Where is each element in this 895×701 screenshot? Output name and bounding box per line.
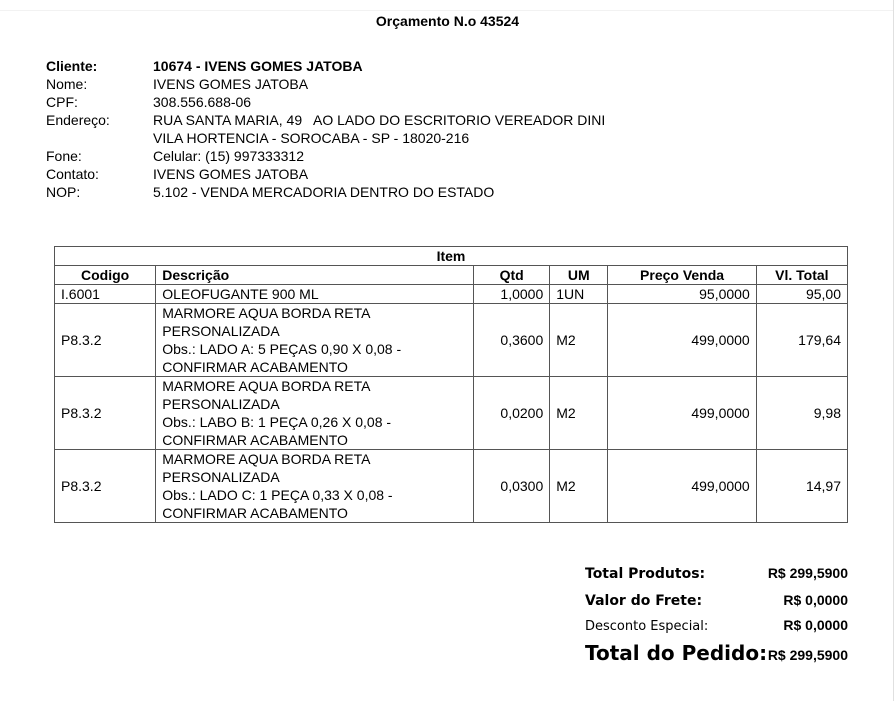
info-row bbox=[46, 93, 605, 111]
info-label: Nome: bbox=[46, 76, 88, 92]
cell-preco: 499,0000 bbox=[608, 377, 756, 450]
info-value: 5.102 - VENDA MERCADORIA DENTRO DO ESTADO bbox=[153, 184, 495, 200]
col-descricao: Descrição bbox=[156, 266, 474, 285]
cell-total: 14,97 bbox=[756, 450, 847, 523]
cell-descricao bbox=[156, 450, 474, 523]
document-title: Orçamento N.o 43524 bbox=[375, 13, 520, 29]
col-codigo: Codigo bbox=[55, 266, 156, 285]
page-edge bbox=[0, 10, 893, 11]
page-edge bbox=[893, 0, 894, 701]
cell-um: M2 bbox=[550, 304, 608, 377]
table-row bbox=[55, 377, 848, 450]
info-label bbox=[46, 129, 153, 147]
description-line: Obs.: LADO C: 1 PEÇA 0,33 X 0,08 - bbox=[162, 487, 393, 503]
cell-preco: 499,0000 bbox=[608, 304, 756, 377]
description-line: PERSONALIZADA bbox=[162, 469, 280, 485]
description-line: Obs.: LABO B: 1 PEÇA 0,26 X 0,08 - bbox=[162, 414, 392, 430]
info-row bbox=[46, 129, 605, 147]
table-row bbox=[55, 285, 848, 304]
cell-qtd: 0,0300 bbox=[474, 450, 550, 523]
col-qtd: Qtd bbox=[474, 266, 550, 285]
description-line: Obs.: LADO A: 5 PEÇAS 0,90 X 0,08 - bbox=[162, 341, 402, 357]
info-label: Fone: bbox=[46, 148, 82, 164]
info-row bbox=[46, 57, 605, 75]
col-preco: Preço Venda bbox=[608, 266, 756, 285]
cell-qtd: 0,3600 bbox=[474, 304, 550, 377]
cell-um: M2 bbox=[550, 450, 608, 523]
info-row bbox=[46, 147, 605, 165]
client-info bbox=[46, 57, 605, 201]
table-row bbox=[55, 304, 848, 377]
info-value: IVENS GOMES JATOBA bbox=[153, 166, 309, 182]
description-line: MARMORE AQUA BORDA RETA bbox=[162, 378, 371, 394]
cell-codigo: P8.3.2 bbox=[55, 377, 156, 450]
cell-descricao bbox=[156, 304, 474, 377]
description-line: CONFIRMAR ACABAMENTO bbox=[162, 359, 348, 375]
desconto-especial: Desconto Especial: R$ 0,0000 bbox=[585, 617, 848, 634]
info-label: CPF: bbox=[46, 94, 78, 110]
description-line: MARMORE AQUA BORDA RETA bbox=[162, 305, 371, 321]
valor-frete: Valor do Frete: R$ 0,0000 bbox=[585, 592, 848, 609]
description-line: PERSONALIZADA bbox=[162, 396, 280, 412]
info-label: NOP: bbox=[46, 184, 81, 200]
info-row bbox=[46, 111, 605, 129]
cell-total: 9,98 bbox=[756, 377, 847, 450]
group-header: Item bbox=[55, 247, 848, 266]
cell-preco: 95,0000 bbox=[608, 285, 756, 304]
cell-qtd: 1,0000 bbox=[474, 285, 550, 304]
description-line: MARMORE AQUA BORDA RETA bbox=[162, 451, 371, 467]
info-row bbox=[46, 75, 605, 93]
cell-codigo: I.6001 bbox=[55, 285, 156, 304]
info-row bbox=[46, 165, 605, 183]
info-value: Celular: (15) 997333312 bbox=[153, 148, 304, 164]
info-value: 308.556.688-06 bbox=[153, 94, 252, 110]
cell-codigo: P8.3.2 bbox=[55, 450, 156, 523]
description-line: OLEOFUGANTE 900 ML bbox=[162, 286, 319, 302]
info-row bbox=[46, 183, 605, 201]
info-value: 10674 - IVENS GOMES JATOBA bbox=[153, 58, 363, 74]
info-label: Contato: bbox=[46, 166, 99, 182]
info-value: VILA HORTENCIA - SOROCABA - SP - 18020-216 bbox=[153, 130, 470, 146]
description-line: CONFIRMAR ACABAMENTO bbox=[162, 432, 348, 448]
cell-total: 95,00 bbox=[756, 285, 847, 304]
info-label: Cliente: bbox=[46, 58, 98, 74]
total-pedido: Total do Pedido: R$ 299,5900 bbox=[585, 641, 848, 665]
table-row bbox=[55, 450, 848, 523]
info-value: IVENS GOMES JATOBA bbox=[153, 76, 309, 92]
cell-qtd: 0,0200 bbox=[474, 377, 550, 450]
cell-descricao bbox=[156, 285, 474, 304]
cell-total: 179,64 bbox=[756, 304, 847, 377]
items-table bbox=[54, 246, 848, 523]
cell-descricao bbox=[156, 377, 474, 450]
cell-codigo: P8.3.2 bbox=[55, 304, 156, 377]
description-line: CONFIRMAR ACABAMENTO bbox=[162, 505, 348, 521]
col-total: Vl. Total bbox=[756, 266, 847, 285]
col-um: UM bbox=[550, 266, 608, 285]
description-line: PERSONALIZADA bbox=[162, 323, 280, 339]
cell-um: 1UN bbox=[550, 285, 608, 304]
info-value: RUA SANTA MARIA, 49 AO LADO DO ESCRITORIO VEREADOR DINI bbox=[153, 112, 606, 128]
cell-preco: 499,0000 bbox=[608, 450, 756, 523]
cell-um: M2 bbox=[550, 377, 608, 450]
info-label: Endereço: bbox=[46, 112, 110, 128]
total-produtos: Total Produtos: R$ 299,5900 bbox=[585, 565, 848, 582]
